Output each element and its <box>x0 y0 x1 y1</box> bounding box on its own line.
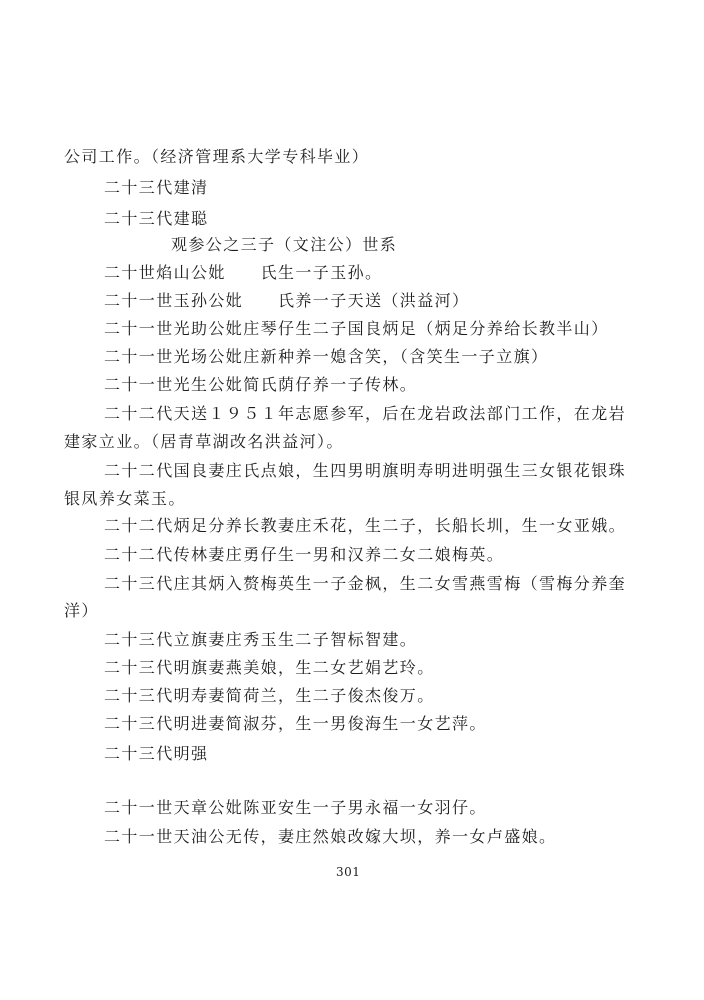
text-line-5: 二十世焰山公妣 氏生一子玉孙。 <box>104 263 383 282</box>
text-line-7: 二十一世光助公妣庄琴仔生二子国良炳足（炳足分养给长教半山） <box>104 319 609 338</box>
text-line-12: 二十二代国良妻庄氏点娘，生四男明旗明寿明进明强生三女银花银珠 <box>104 461 627 480</box>
text-line-17: 洋） <box>64 601 99 620</box>
text-line-6: 二十一世玉孙公妣 氏养一子天送（洪益河） <box>104 291 470 310</box>
text-line-20: 二十三代明寿妻简荷兰，生二子俊杰俊万。 <box>104 686 435 705</box>
text-line-24: 二十一世天油公无传，妻庄然娘改嫁大坝，养一女卢盛娘。 <box>104 827 557 846</box>
text-line-8: 二十一世光场公妣庄新种养一媳含笑，（含笑生一子立旗） <box>104 347 549 366</box>
text-line-1: 公司工作。（经济管理系大学专科毕业） <box>64 147 370 166</box>
text-line-14: 二十二代炳足分养长教妻庄禾花，生二子，长船长圳，生一女亚娥。 <box>104 516 627 535</box>
text-line-13: 银凤养女菜玉。 <box>64 489 186 508</box>
text-line-22: 二十三代明强 <box>104 744 209 763</box>
text-line-23: 二十一世天章公妣陈亚安生一子男永福一女羽仔。 <box>104 798 487 817</box>
text-line-2: 二十三代建清 <box>104 178 209 197</box>
text-line-21: 二十三代明进妻简淑芬，生一男俊海生一女艺萍。 <box>104 714 487 733</box>
page-number: 301 <box>336 865 361 879</box>
text-line-19: 二十三代明旗妻燕美娘，生二女艺娟艺玲。 <box>104 658 435 677</box>
text-line-3: 二十三代建聪 <box>104 209 209 228</box>
text-line-16: 二十三代庄其炳入赘梅英生一子金枫，生二女雪燕雪梅（雪梅分养奎 <box>104 574 627 593</box>
text-line-18: 二十三代立旗妻庄秀玉生二子智标智建。 <box>104 630 418 649</box>
text-line-9: 二十一世光生公妣简氏荫仔养一子传林。 <box>104 375 418 394</box>
text-line-15: 二十二代传林妻庄勇仔生一男和汉养二女二娘梅英。 <box>104 545 505 564</box>
section-heading: 观参公之三子（文注公）世系 <box>171 235 398 254</box>
text-line-11: 建家立业。（居青草湖改名洪益河）。 <box>64 432 344 451</box>
text-line-10: 二十二代天送１９５１年志愿参军，后在龙岩政法部门工作，在龙岩 <box>104 404 627 423</box>
